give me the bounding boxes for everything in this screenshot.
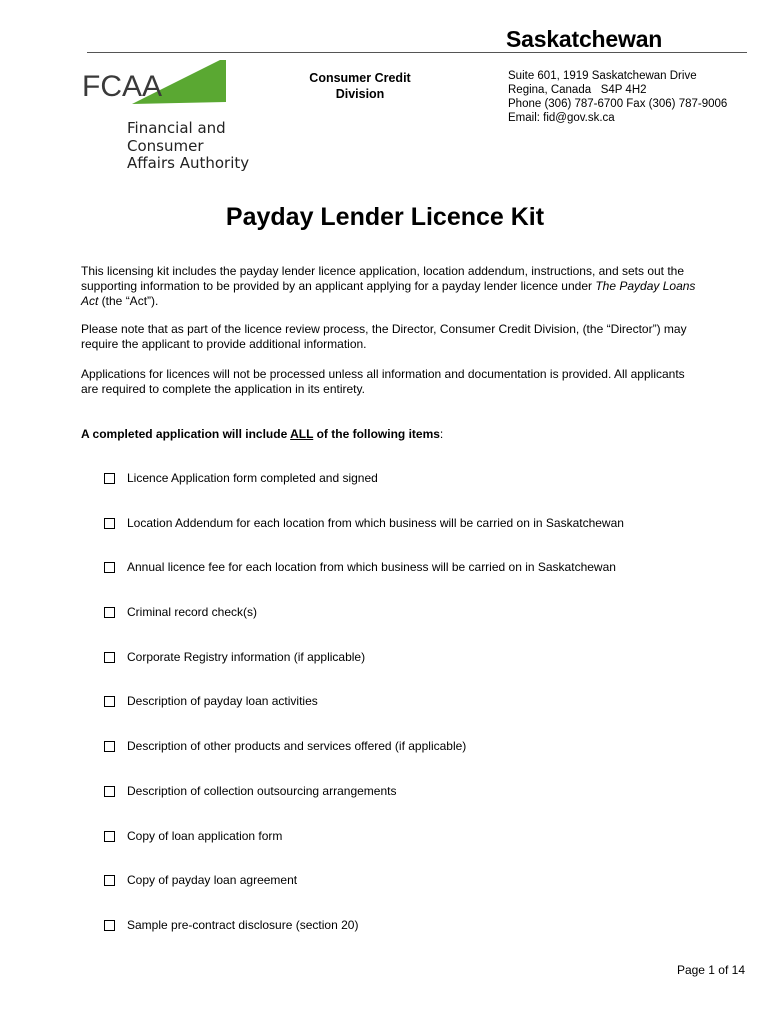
- address-line: Phone (306) 787-6700 Fax (306) 787-9006: [508, 98, 728, 110]
- checkbox[interactable]: [104, 607, 115, 618]
- checkbox[interactable]: [104, 875, 115, 886]
- org-name-line: Affairs Authority: [127, 154, 250, 172]
- checklist-item-label: Licence Application form completed and signed: [127, 471, 378, 485]
- checklist-item: [104, 783, 624, 828]
- checklist-item-label: Description of other products and services offered (if applicable): [127, 739, 467, 754]
- checklist-item-label: Criminal record check(s): [127, 605, 258, 620]
- checklist-item-label: Location Addendum for each location from which business will be carried on in Saskatchewan: [127, 515, 624, 530]
- checkbox[interactable]: [104, 831, 115, 842]
- page-number: Page 1 of 14: [676, 963, 745, 977]
- heading-text: A completed application will include: [81, 427, 291, 441]
- checklist-item: [104, 738, 624, 783]
- checkbox[interactable]: [104, 562, 115, 573]
- checklist-item: [104, 649, 624, 694]
- checkbox[interactable]: [104, 518, 115, 529]
- intro-paragraph: [81, 264, 701, 309]
- division-name: [300, 70, 420, 102]
- checklist-heading: [81, 427, 443, 441]
- checklist-item: [104, 604, 624, 649]
- checklist-item-label: Description of payday loan activities: [127, 694, 318, 709]
- checkbox[interactable]: [104, 696, 115, 707]
- checklist-item-label: Copy of payday loan agreement: [127, 873, 298, 888]
- checklist-item-label: Sample pre-contract disclosure (section 20): [127, 917, 359, 932]
- processing-paragraph: Applications for licences will not be processed unless all information and documentation is provided. All applicants are required to complete the application in its entirety.: [81, 367, 685, 396]
- document-title: Payday Lender Licence Kit: [225, 203, 545, 231]
- checklist-item: [104, 872, 624, 917]
- organization-name: [127, 120, 249, 173]
- intro-text: This licensing kit includes the payday lender licence application, location addendum, instructions, and sets out the supporting information to be provided by an applicant applying for a payday lender licence under: [81, 264, 685, 293]
- address-line: Email: fid@gov.sk.ca: [508, 112, 615, 124]
- address-line: Regina, Canada S4P 4H2: [508, 84, 647, 96]
- division-line: Division: [335, 87, 385, 101]
- checkbox[interactable]: [104, 652, 115, 663]
- checklist-item: [104, 515, 624, 560]
- checklist: [104, 470, 624, 962]
- act-name: The Payday Loans Act: [81, 279, 696, 308]
- checklist-item: [104, 917, 624, 962]
- org-name-line: Financial and: [127, 119, 226, 137]
- logo-wordmark: FCAA: [82, 70, 163, 103]
- checklist-item: [104, 559, 624, 604]
- fcaa-logo: [80, 60, 230, 116]
- contact-address: [508, 69, 727, 125]
- checkbox[interactable]: [104, 741, 115, 752]
- heading-text-end: of the following items: [313, 427, 440, 441]
- checkbox[interactable]: [104, 473, 115, 484]
- checklist-item: [104, 693, 624, 738]
- org-name-line: Consumer: [127, 136, 204, 155]
- province-name: Saskatchewan: [506, 26, 663, 52]
- header-rule: [87, 52, 747, 53]
- checkbox[interactable]: [104, 920, 115, 931]
- checklist-item: [104, 828, 624, 873]
- heading-colon: :: [439, 427, 444, 441]
- address-line: Suite 601, 1919 Saskatchewan Drive: [508, 70, 697, 82]
- note-paragraph: Please note that as part of the licence review process, the Director, Consumer Credit Division, (the “Director”) may require the applicant to provide additional information.: [81, 322, 687, 351]
- checkbox[interactable]: [104, 786, 115, 797]
- checklist-item: [104, 470, 624, 515]
- intro-text-end: (the “Act”).: [98, 294, 159, 308]
- checklist-item-label: Copy of loan application form: [127, 828, 283, 843]
- checklist-item-label: Annual licence fee for each location from which business will be carried on in Saskatchewan: [127, 560, 616, 575]
- checklist-item-label: Description of collection outsourcing arrangements: [127, 783, 397, 798]
- division-line: Consumer Credit: [309, 71, 411, 85]
- heading-emphasis: ALL: [290, 427, 314, 441]
- checklist-item-label: Corporate Registry information (if applicable): [127, 649, 366, 664]
